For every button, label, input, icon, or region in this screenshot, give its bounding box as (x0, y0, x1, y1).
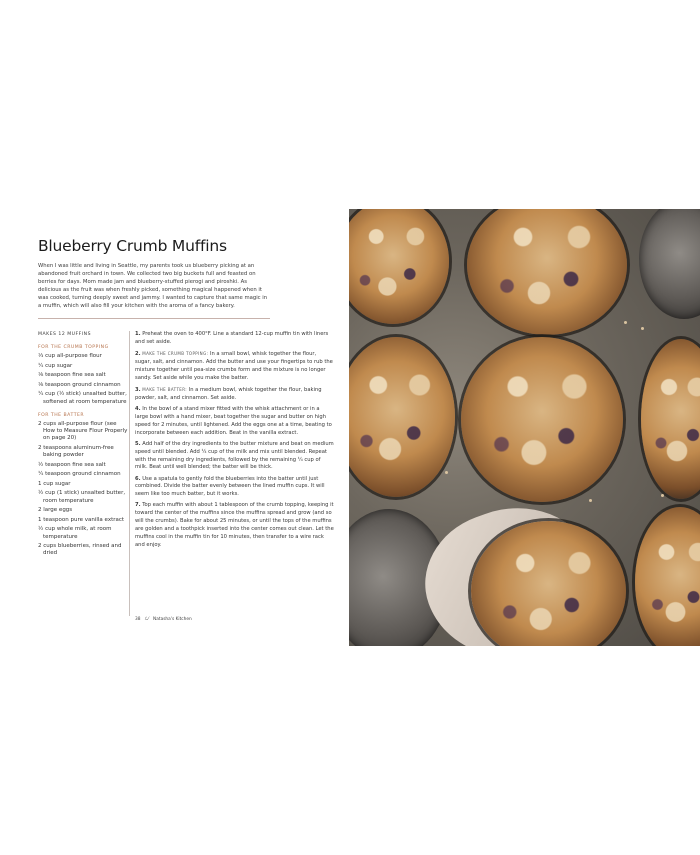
step-text: In a small bowl, whisk together the flour, sugar, salt, and cinnamon. Add the butter and use your fingertips to rub the mixture together until pea-size crumbs form and the mixture is no longer sandy. Set aside while you make the batter. (135, 351, 333, 381)
step-text: Top each muffin with about 1 tablespoon of the crumb topping, keeping it toward the center of the muffins since the muffins spread and grow (and so will the crumbs). Bake for about 25 minutes, or until the tops of the muffins are golden and a toothpick inserted into the center comes out clean. Let the muffins cool in the muffin tin for 10 minutes, then transfer to a wire rack and enjoy. (135, 502, 334, 548)
step-lead: MAKE THE CRUMB TOPPING: (142, 351, 209, 357)
crumb (624, 321, 627, 324)
step-7 (135, 502, 334, 549)
ingredient: 2 cups blueberries, rinsed and dried (38, 543, 122, 557)
step-number: 2. (135, 351, 141, 358)
page-footer (135, 617, 195, 622)
step-text: Use a spatula to gently fold the blueberries into the batter until just combined. Divide the batter evenly between the lined muffin cups. It will seem like too much batter, but it works. (135, 475, 325, 498)
step-number: 6. (135, 475, 141, 482)
step-5 (135, 441, 334, 473)
step-text: Add half of the dry ingredients to the butter mixture and beat on medium speed until blended. Add ¼ cup of the milk and mix until blended. Repeat with the remaining dry ingredients, followed by the remaining ¼ cup of milk. Beat until well blended; the batter will be thick. (135, 440, 334, 471)
step-text: In a medium bowl, whisk together the flour, baking powder, salt, and cinnamon. Set aside. (135, 386, 322, 401)
ingredient: ½ cup whole milk, at room temperature (38, 526, 112, 540)
ingredient: 1 cup sugar (38, 480, 71, 487)
step-number: 4. (135, 405, 141, 412)
book-logo-icon: ℒ⁄ (144, 617, 149, 622)
step-lead: MAKE THE BATTER: (142, 386, 188, 392)
recipe-intro: When I was little and living in Seattle, my parents took us blueberry picking at an abandoned fruit orchard in town. We collected two big buckets full and feasted on berries for days. Mom made jam and blueberry-stuffed pierogi and piroshki. As delicious as the fruit was when freshly picked, something magical happened when it was cooked, turning deeply sweet and jammy. I wanted to capture that same magic in a muffin, which will also fill your kitchen with the aroma of a fancy bakery. (38, 263, 268, 310)
step-number: 3. (135, 386, 141, 393)
step-6 (135, 476, 334, 500)
ingredient: ½ cup (1 stick) unsalted butter, room temperature (38, 490, 126, 504)
crumb (661, 494, 664, 497)
section-divider (38, 318, 270, 320)
column-divider (129, 331, 130, 616)
ingredients-column (38, 331, 130, 560)
crumb (589, 499, 592, 502)
step-text: Preheat the oven to 400°F. Line a standard 12-cup muffin tin with liners and set aside. (135, 331, 329, 345)
ingredient: 2 teaspoons aluminum-free baking powder (38, 444, 114, 459)
steps-column (135, 331, 335, 553)
ingredient: ⅛ teaspoon ground cinnamon (38, 381, 121, 388)
book-title: Natasha's Kitchen (153, 617, 192, 622)
ingredient: ⅛ teaspoon fine sea salt (38, 372, 106, 379)
step-text: In the bowl of a stand mixer fitted with the whisk attachment or in a large bowl with a hand mixer, beat together the sugar and butter on high speed for 2 minutes, until lightened. Add the eggs one at a time, beating to incorporate between each addition. Beat in the vanilla extract. (135, 405, 332, 436)
step-number: 5. (135, 440, 141, 447)
muffin-photo (349, 209, 700, 646)
recipe-body (38, 331, 338, 560)
ingredient: ¼ cup sugar (38, 362, 73, 369)
ingredient: ¼ cup (½ stick) unsalted butter, softened at room temperature (38, 391, 127, 405)
step-2 (135, 350, 334, 383)
ingredient: 1 teaspoon pure vanilla extract (38, 516, 125, 523)
recipe-title: Blueberry Crumb Muffins (38, 237, 227, 255)
ingredient: ¼ teaspoon ground cinnamon (38, 471, 121, 478)
crumb (445, 471, 448, 474)
page-number: 38 (135, 617, 141, 622)
step-4 (135, 406, 334, 438)
crumb-topping-heading: FOR THE CRUMB TOPPING (38, 345, 109, 351)
recipe-page (38, 236, 338, 560)
step-number: 1. (135, 331, 141, 338)
ingredient: ½ teaspoon fine sea salt (38, 461, 106, 468)
muffin (461, 337, 623, 502)
step-3 (135, 386, 334, 403)
step-number: 7. (135, 502, 141, 509)
crumb (641, 327, 644, 330)
recipe-yield: MAKES 12 MUFFINS (38, 332, 92, 338)
ingredient: ⅓ cup all-purpose flour (38, 353, 102, 360)
ingredient: 2 large eggs (38, 507, 73, 514)
step-1 (135, 331, 334, 347)
ingredient: 2 cups all-purpose flour (see How to Measure Flour Properly on page 20) (38, 420, 128, 442)
batter-heading: FOR THE BATTER (38, 412, 85, 418)
